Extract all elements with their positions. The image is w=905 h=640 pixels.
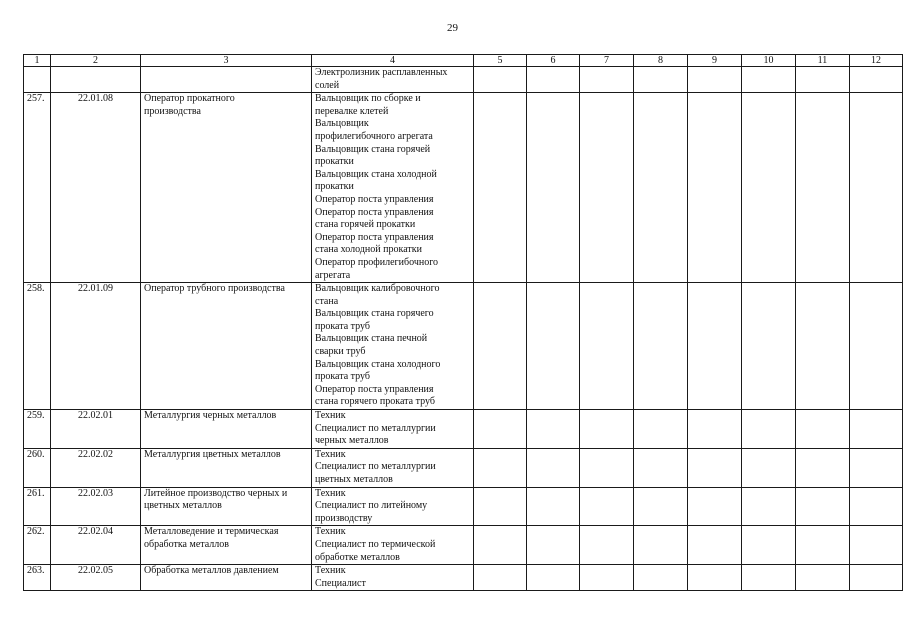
empty-cell xyxy=(742,93,796,283)
empty-cell xyxy=(850,410,903,449)
qualification-line: обработке металлов xyxy=(315,551,400,563)
empty-cell xyxy=(850,67,903,93)
name-cell xyxy=(141,487,312,526)
empty-cell xyxy=(796,526,850,565)
qualification-line: цветных металлов xyxy=(315,474,393,485)
qualification-line: Специалист по металлургии xyxy=(315,461,436,473)
empty-cell xyxy=(527,565,580,591)
empty-cell xyxy=(474,93,527,283)
continuation-row xyxy=(24,67,903,93)
num-cell: 257. xyxy=(24,93,51,283)
empty-cell xyxy=(742,448,796,487)
name-cell xyxy=(141,67,312,93)
empty-cell xyxy=(688,93,742,283)
column-header: 3 xyxy=(141,55,312,67)
qualification-line: Специалист по литейному xyxy=(315,500,428,512)
qualification-line: Оператор профилегибочного xyxy=(315,256,439,268)
empty-cell xyxy=(796,410,850,449)
num-cell: 258. xyxy=(24,283,51,410)
column-header: 8 xyxy=(634,55,688,67)
qualification-line: Оператор поста управления xyxy=(315,231,434,243)
column-header: 2 xyxy=(51,55,141,67)
empty-cell xyxy=(850,487,903,526)
qualification-line: солей xyxy=(315,79,340,91)
name-line: Металлургия цветных металлов xyxy=(144,448,281,460)
qualification-cell xyxy=(312,526,474,565)
qualification-line: Вальцовщик стана холодного xyxy=(315,358,441,370)
num-cell: 262. xyxy=(24,526,51,565)
qualification-line: Техник xyxy=(315,526,346,538)
empty-cell xyxy=(474,67,527,93)
qualification-line: Техник xyxy=(315,448,346,460)
empty-cell xyxy=(850,565,903,591)
qualification-line: Вальцовщик калибровочного xyxy=(315,283,440,295)
qualification-line: Вальцовщик стана горячей xyxy=(315,143,431,155)
empty-cell xyxy=(634,448,688,487)
column-header: 12 xyxy=(850,55,903,67)
empty-cell xyxy=(688,448,742,487)
column-header: 10 xyxy=(742,55,796,67)
empty-cell xyxy=(634,565,688,591)
page-number: 29 xyxy=(447,22,458,34)
empty-cell xyxy=(580,93,634,283)
column-header: 1 xyxy=(24,55,51,67)
column-header: 4 xyxy=(312,55,474,67)
qualification-line: Оператор поста управления xyxy=(315,206,434,218)
column-header: 6 xyxy=(527,55,580,67)
name-line: производства xyxy=(144,105,201,117)
table-row xyxy=(24,448,903,487)
column-number-row xyxy=(24,55,903,67)
empty-cell xyxy=(580,526,634,565)
empty-cell xyxy=(742,410,796,449)
qualification-line: производству xyxy=(315,512,373,524)
qualification-line: перевалке клетей xyxy=(315,105,389,117)
qualification-table xyxy=(23,54,903,591)
empty-cell xyxy=(474,410,527,449)
qualification-line: Вальцовщик стана печной xyxy=(315,333,428,345)
code-cell: 22.02.05 xyxy=(51,565,141,591)
qualification-line: Техник xyxy=(315,565,346,577)
table-row xyxy=(24,526,903,565)
name-line: Оператор трубного производства xyxy=(144,283,285,295)
empty-cell xyxy=(474,487,527,526)
empty-cell xyxy=(580,67,634,93)
qualification-line: профилегибочного агрегата xyxy=(315,130,433,142)
qualification-line: Вальцовщик стана холодной xyxy=(315,168,437,180)
empty-cell xyxy=(796,283,850,410)
qualification-line: Специалист по металлургии xyxy=(315,422,436,434)
column-header: 5 xyxy=(474,55,527,67)
qualification-line: Оператор поста управления xyxy=(315,193,434,205)
num-cell: 263. xyxy=(24,565,51,591)
qualification-line: стана xyxy=(315,295,339,307)
empty-cell xyxy=(688,283,742,410)
name-line: Литейное производство черных и xyxy=(144,487,288,499)
empty-cell xyxy=(527,283,580,410)
qualification-line: Вальцовщик по сборке и xyxy=(315,93,421,105)
qualification-line: Электролизник расплавленных xyxy=(315,67,448,78)
qualification-cell xyxy=(312,448,474,487)
empty-cell xyxy=(527,410,580,449)
name-cell xyxy=(141,448,312,487)
empty-cell xyxy=(634,526,688,565)
qualification-line: Специалист xyxy=(315,577,366,589)
code-cell: 22.02.02 xyxy=(51,448,141,487)
qualification-cell xyxy=(312,565,474,591)
name-cell xyxy=(141,283,312,410)
empty-cell xyxy=(634,487,688,526)
empty-cell xyxy=(850,526,903,565)
qualification-line: Вальцовщик стана горячего xyxy=(315,308,434,320)
table-row xyxy=(24,283,903,410)
num-cell: 260. xyxy=(24,448,51,487)
empty-cell xyxy=(527,526,580,565)
empty-cell xyxy=(742,487,796,526)
name-line: Металлургия черных металлов xyxy=(144,410,277,422)
empty-cell xyxy=(688,526,742,565)
name-line: обработка металлов xyxy=(144,538,229,550)
empty-cell xyxy=(850,448,903,487)
code-cell xyxy=(51,67,141,93)
qualification-line: проката труб xyxy=(315,371,370,383)
empty-cell xyxy=(796,448,850,487)
name-line: Обработка металлов давлением xyxy=(144,565,279,577)
empty-cell xyxy=(474,565,527,591)
empty-cell xyxy=(580,565,634,591)
qualification-line: стана горячей прокатки xyxy=(315,219,416,231)
num-cell xyxy=(24,67,51,93)
num-cell: 261. xyxy=(24,487,51,526)
empty-cell xyxy=(742,565,796,591)
qualification-cell xyxy=(312,487,474,526)
qualification-line: Вальцовщик xyxy=(315,118,369,130)
empty-cell xyxy=(527,93,580,283)
empty-cell xyxy=(527,67,580,93)
empty-cell xyxy=(688,487,742,526)
name-cell xyxy=(141,410,312,449)
qualification-cell xyxy=(312,283,474,410)
empty-cell xyxy=(580,283,634,410)
code-cell: 22.02.04 xyxy=(51,526,141,565)
qualification-line: Техник xyxy=(315,487,346,499)
name-line: цветных металлов xyxy=(144,500,222,512)
qualification-line: прокатки xyxy=(315,156,354,168)
table-body xyxy=(24,67,903,591)
qualification-line: Техник xyxy=(315,410,346,422)
name-cell xyxy=(141,93,312,283)
empty-cell xyxy=(688,565,742,591)
empty-cell xyxy=(742,283,796,410)
empty-cell xyxy=(580,410,634,449)
empty-cell xyxy=(527,487,580,526)
qualification-line: сварки труб xyxy=(315,346,366,358)
table-row xyxy=(24,410,903,449)
empty-cell xyxy=(634,410,688,449)
empty-cell xyxy=(634,283,688,410)
empty-cell xyxy=(634,93,688,283)
empty-cell xyxy=(580,448,634,487)
empty-cell xyxy=(742,526,796,565)
empty-cell xyxy=(474,283,527,410)
empty-cell xyxy=(474,448,527,487)
table-row xyxy=(24,487,903,526)
qualification-cell xyxy=(312,410,474,449)
empty-cell xyxy=(474,526,527,565)
empty-cell xyxy=(850,283,903,410)
name-line: Металловедение и термическая xyxy=(144,526,279,538)
table-row xyxy=(24,93,903,283)
empty-cell xyxy=(796,93,850,283)
code-cell: 22.02.01 xyxy=(51,410,141,449)
qualification-line: проката труб xyxy=(315,320,370,332)
empty-cell xyxy=(796,67,850,93)
empty-cell xyxy=(796,565,850,591)
qualification-cell xyxy=(312,93,474,283)
code-cell: 22.01.09 xyxy=(51,283,141,410)
empty-cell xyxy=(796,487,850,526)
column-header: 11 xyxy=(796,55,850,67)
empty-cell xyxy=(688,410,742,449)
empty-cell xyxy=(580,487,634,526)
column-header: 9 xyxy=(688,55,742,67)
name-cell xyxy=(141,565,312,591)
empty-cell xyxy=(688,67,742,93)
column-header: 7 xyxy=(580,55,634,67)
name-cell xyxy=(141,526,312,565)
qualification-line: черных металлов xyxy=(315,435,389,447)
qualification-line: Специалист по термической xyxy=(315,538,436,550)
code-cell: 22.02.03 xyxy=(51,487,141,526)
qualification-cell xyxy=(312,67,474,93)
qualification-line: Оператор поста управления xyxy=(315,383,434,395)
name-line: Оператор прокатного xyxy=(144,93,235,105)
num-cell: 259. xyxy=(24,410,51,449)
empty-cell xyxy=(850,93,903,283)
empty-cell xyxy=(634,67,688,93)
qualification-line: стана холодной прокатки xyxy=(315,244,422,256)
empty-cell xyxy=(527,448,580,487)
code-cell: 22.01.08 xyxy=(51,93,141,283)
qualification-line: стана горячего проката труб xyxy=(315,396,435,408)
empty-cell xyxy=(742,67,796,93)
table-row xyxy=(24,565,903,591)
qualification-line: прокатки xyxy=(315,181,354,193)
qualification-line: агрегата xyxy=(315,269,351,281)
